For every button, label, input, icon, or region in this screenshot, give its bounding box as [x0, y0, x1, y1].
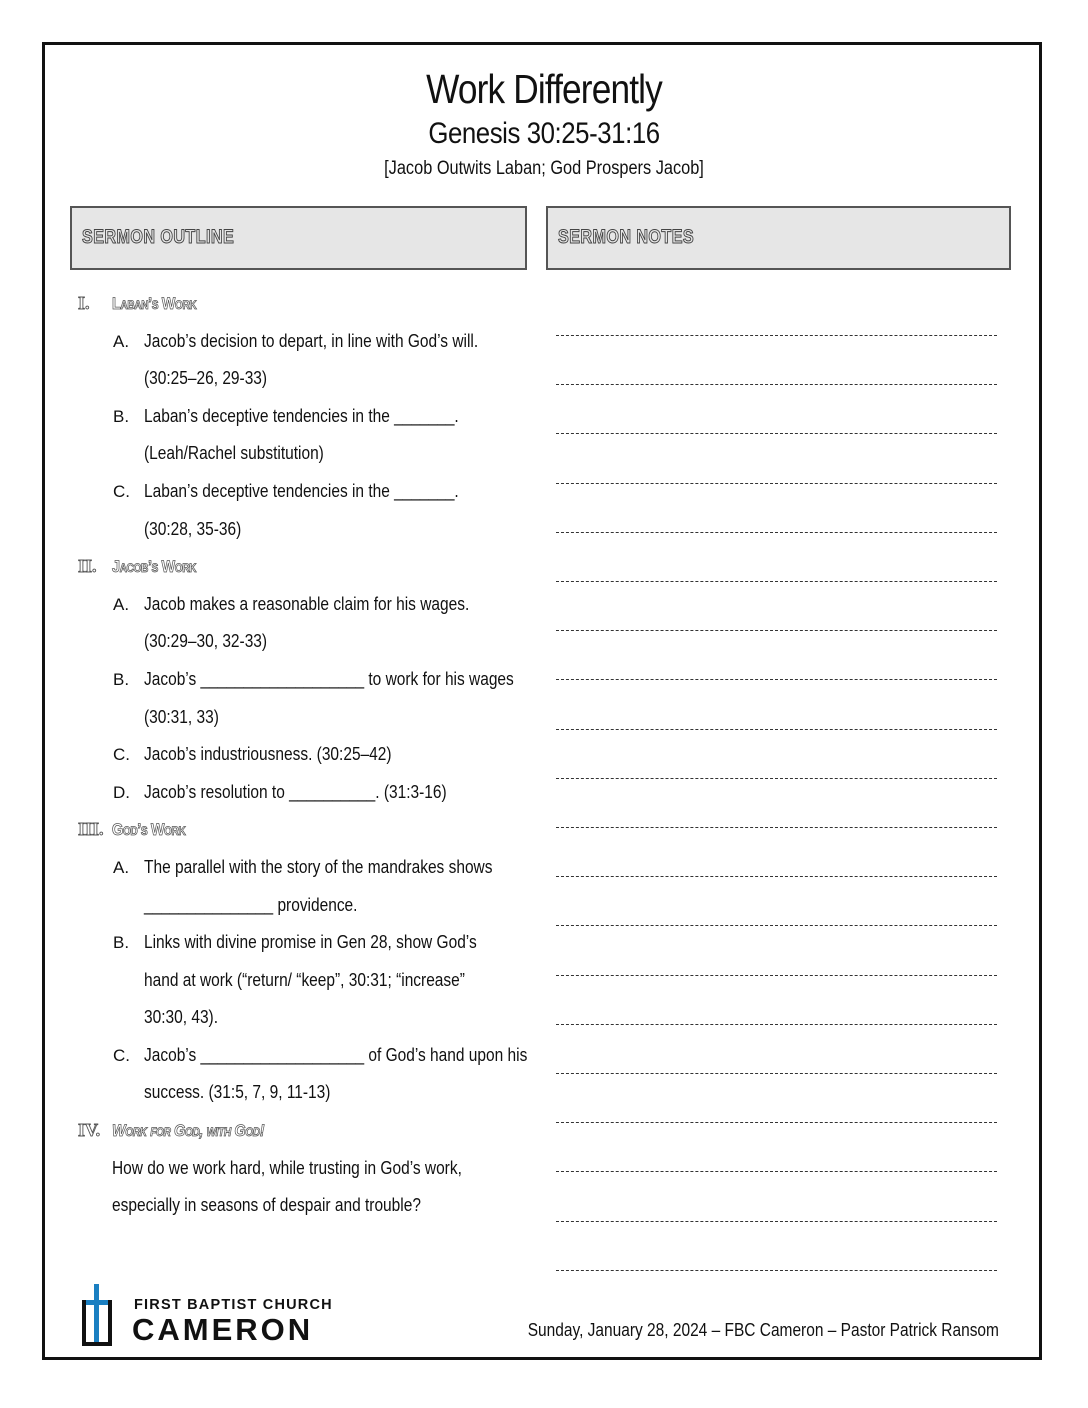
sermon-outline [78, 285, 538, 1225]
point-letter: B. [113, 669, 130, 689]
outline-section-heading [78, 811, 538, 849]
point-text-line: Jacob’s industriousness. (30:25–42) [144, 744, 392, 765]
section-title: Work for God, with God! [112, 1121, 265, 1141]
note-writing-line [556, 1270, 997, 1271]
outline-section-heading [78, 1112, 538, 1150]
point-letter: C. [113, 745, 130, 765]
section-body-line: How do we work hard, while trusting in God’s work, [112, 1157, 462, 1178]
logo-line-1: FIRST BAPTIST CHURCH [134, 1297, 333, 1313]
point-text-line: (30:31, 33) [144, 706, 219, 727]
point-text-line: Jacob’s resolution to __________. (31:3-16) [144, 781, 447, 802]
point-text-line: 30:30, 43). [144, 1007, 219, 1028]
point-letter: A. [113, 331, 130, 351]
point-text-line: (30:28, 35-36) [144, 518, 242, 539]
note-writing-line [556, 335, 997, 336]
logo-frame [82, 1300, 112, 1346]
outline-point [78, 473, 538, 548]
point-text-line: (30:25–26, 29-33) [144, 368, 268, 389]
point-text-line: Links with divine promise in Gen 28, show God’s [144, 932, 477, 953]
point-text-line: (30:29–30, 32-33) [144, 631, 268, 652]
note-writing-line [556, 975, 997, 976]
outline-point [78, 661, 538, 736]
note-writing-line [556, 1122, 997, 1123]
section-numeral: II. [78, 556, 97, 577]
scripture-reference: Genesis 30:25-31:16 [428, 117, 660, 150]
point-text-line: hand at work (“return/ “keep”, 30:31; “increase” [144, 969, 465, 990]
point-text-line: Jacob’s ___________________ of God’s hand upon his [144, 1044, 528, 1065]
note-writing-line [556, 532, 997, 533]
note-writing-line [556, 1024, 997, 1025]
outline-point [78, 774, 538, 812]
note-writing-line [556, 876, 997, 877]
point-text-line: (Leah/Rachel substitution) [144, 443, 324, 464]
point-letter: A. [113, 857, 130, 877]
note-writing-line [556, 483, 997, 484]
outline-point [78, 586, 538, 661]
section-body-line: especially in seasons of despair and trouble? [112, 1195, 421, 1216]
logo-line-2: CAMERON [132, 1312, 314, 1347]
point-letter: B. [113, 933, 130, 953]
note-writing-line [556, 778, 997, 779]
sermon-outline-header [70, 206, 527, 270]
outline-point [78, 849, 538, 924]
sermon-tagline: [Jacob Outwits Laban; God Prospers Jacob] [384, 158, 704, 179]
note-writing-line [556, 925, 997, 926]
point-text-line: The parallel with the story of the mandrakes shows [144, 856, 493, 877]
point-text-line: Jacob’s ___________________ to work for his wages [144, 668, 514, 689]
note-writing-line [556, 384, 997, 385]
note-writing-line [556, 827, 997, 828]
outline-point [78, 323, 538, 398]
note-writing-line [556, 1171, 997, 1172]
note-writing-line [556, 581, 997, 582]
point-text-line: Laban’s deceptive tendencies in the _______. [144, 480, 459, 501]
section-numeral: III. [78, 819, 104, 840]
section-title: Laban’s Work [112, 294, 197, 313]
point-letter: D. [113, 782, 130, 802]
sermon-outline-label: SERMON OUTLINE [82, 227, 235, 248]
outline-section-heading [78, 285, 538, 323]
outline-point [78, 736, 538, 774]
sermon-notes-header [546, 206, 1011, 270]
note-writing-line [556, 729, 997, 730]
section-numeral: IV. [78, 1120, 101, 1141]
sermon-notes-label: SERMON NOTES [558, 227, 695, 248]
outline-point [78, 1037, 538, 1112]
sermon-title: Work Differently [426, 66, 662, 112]
note-writing-line [556, 433, 997, 434]
outline-point [78, 398, 538, 473]
point-letter: C. [113, 1045, 130, 1065]
point-text-line: _______________ providence. [144, 894, 358, 915]
note-writing-line [556, 679, 997, 680]
note-writing-line [556, 630, 997, 631]
point-text-line: Laban’s deceptive tendencies in the _______. [144, 405, 459, 426]
section-title: God’s Work [112, 820, 186, 840]
note-writing-line [556, 1221, 997, 1222]
point-letter: B. [113, 406, 130, 426]
outline-section-heading [78, 548, 538, 586]
point-text-line: Jacob makes a reasonable claim for his wages. [144, 593, 470, 614]
section-title: Jacob’s Work [112, 557, 197, 577]
point-text-line: Jacob’s decision to depart, in line with God’s will. [144, 330, 479, 351]
footer-info: Sunday, January 28, 2024 – FBC Cameron – Pastor Patrick Ransom [527, 1320, 999, 1340]
section-numeral: I. [78, 293, 90, 313]
outline-point [78, 924, 538, 1037]
church-logo [82, 1284, 362, 1348]
note-writing-line [556, 1073, 997, 1074]
point-letter: C. [113, 481, 130, 501]
point-text-line: success. (31:5, 7, 9, 11-13) [144, 1082, 331, 1103]
point-letter: A. [113, 594, 130, 614]
